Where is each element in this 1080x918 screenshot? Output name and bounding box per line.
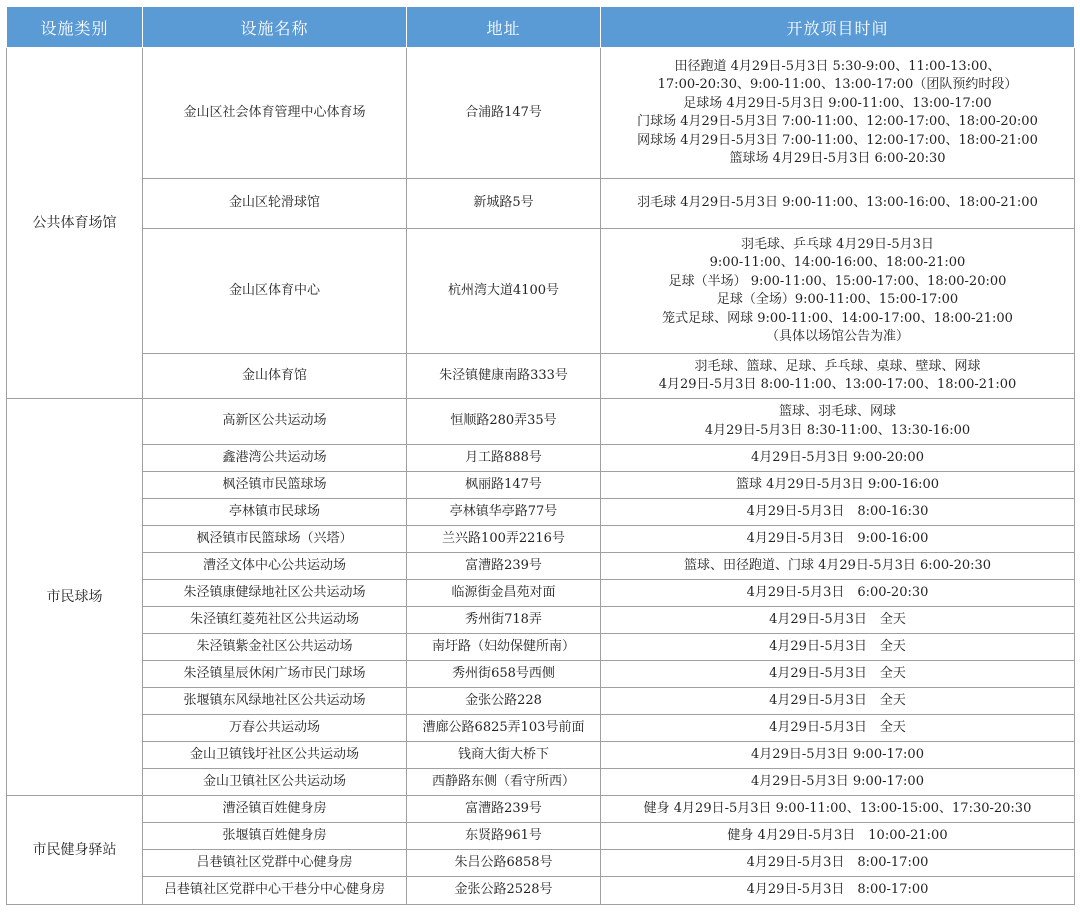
table-row [7,526,1075,553]
hours-cell [601,48,1075,179]
table-row [7,580,1075,607]
header-address: 地址 [407,7,601,48]
table-body [7,48,1075,905]
address-cell: 恒顺路280弄35号 [407,399,601,445]
address-cell: 金张公路228 [407,688,601,715]
hours-line: 4月29日-5月3日 全天 [769,719,906,735]
category-cell: 公共体育场馆 [7,48,143,399]
hours-cell [601,850,1075,877]
address-cell: 钱商大街大桥下 [407,742,601,769]
facility-name-cell: 漕泾文体中心公共运动场 [143,553,407,580]
table-row [7,823,1075,850]
hours-line: 4月29日-5月3日 6:00-20:30 [746,584,929,600]
address-cell: 临源街金昌苑对面 [407,580,601,607]
hours-cell [601,796,1075,823]
hours-line: 4月29日-5月3日 8:30-11:00、13:30-16:00 [704,422,971,438]
hours-cell [601,472,1075,499]
address-cell: 兰兴路100弄2216号 [407,526,601,553]
table-row [7,796,1075,823]
table-row [7,553,1075,580]
hours-line: 足球（半场） 9:00-11:00、15:00-17:00、18:00-20:00 [668,273,1007,289]
table-row [7,354,1075,399]
hours-line: 4月29日-5月3日 8:00-16:30 [746,503,929,519]
address-cell: 合浦路147号 [407,48,601,179]
table-row [7,850,1075,877]
address-cell: 月工路888号 [407,445,601,472]
hours-cell [601,399,1075,445]
hours-line: 网球场 4月29日-5月3日 7:00-11:00、12:00-17:00、18:00-21:00 [637,132,1038,148]
category-cell: 市民健身驿站 [7,796,143,905]
category-cell: 市民球场 [7,399,143,796]
hours-line: 4月29日-5月3日 全天 [769,638,906,654]
hours-line: 足球场 4月29日-5月3日 9:00-11:00、13:00-17:00 [683,95,992,111]
hours-line: 4月29日-5月3日 9:00-17:00 [751,773,924,789]
hours-cell [601,607,1075,634]
hours-cell [601,688,1075,715]
table-row [7,229,1075,354]
address-cell: 富漕路239号 [407,553,601,580]
table-row [7,472,1075,499]
table-row [7,399,1075,445]
table-header-row [7,7,1075,48]
hours-line: 篮球、田径跑道、门球 4月29日-5月3日 6:00-20:30 [683,557,992,573]
facility-name-cell: 朱泾镇红菱苑社区公共运动场 [143,607,407,634]
facility-table-wrapper [6,6,1075,905]
table-row [7,769,1075,796]
hours-line: 健身 4月29日-5月3日 9:00-11:00、13:00-15:00、17:30-20:30 [643,800,1032,816]
hours-cell [601,823,1075,850]
facility-name-cell: 朱泾镇康健绿地社区公共运动场 [143,580,407,607]
table-row [7,634,1075,661]
table-row [7,661,1075,688]
hours-line: 4月29日-5月3日 9:00-20:00 [751,449,924,465]
hours-line: 门球场 4月29日-5月3日 7:00-11:00、12:00-17:00、18:00-20:00 [637,114,1038,129]
address-cell: 亭林镇华亭路77号 [407,499,601,526]
facility-name-cell: 朱泾镇星辰休闲广场市民门球场 [143,661,407,688]
hours-line: 4月29日-5月3日 8:00-17:00 [746,882,929,898]
facility-name-cell: 金山卫镇钱圩社区公共运动场 [143,742,407,769]
facility-name-cell: 漕泾镇百姓健身房 [143,796,407,823]
hours-line: 4月29日-5月3日 9:00-17:00 [751,746,924,762]
address-cell: 金张公路2528号 [407,877,601,905]
hours-line: 羽毛球 4月29日-5月3日 9:00-11:00、13:00-16:00、18:00-21:00 [637,195,1038,211]
hours-cell [601,354,1075,399]
address-cell: 漕廊公路6825弄103号前面 [407,715,601,742]
address-cell: 秀州街658号西侧 [407,661,601,688]
facility-name-cell: 枫泾镇市民篮球场（兴塔） [143,526,407,553]
hours-cell [601,742,1075,769]
hours-cell [601,179,1075,229]
header-hours: 开放项目时间 [601,7,1075,48]
facility-name-cell: 朱泾镇紫金社区公共运动场 [143,634,407,661]
hours-cell [601,580,1075,607]
address-cell: 富漕路239号 [407,796,601,823]
hours-line: 羽毛球、乒乓球 4月29日-5月3日 [741,236,934,252]
hours-cell [601,769,1075,796]
facility-name-cell: 金山卫镇社区公共运动场 [143,769,407,796]
hours-line: （具体以场馆公告为准） [765,329,909,344]
hours-line: 田径跑道 4月29日-5月3日 5:30-9:00、11:00-13:00、 [674,58,1001,74]
hours-line: 篮球、羽毛球、网球 [778,404,896,419]
facility-name-cell: 金山区轮滑球馆 [143,179,407,229]
hours-cell [601,445,1075,472]
hours-cell [601,634,1075,661]
hours-line: 4月29日-5月3日 9:00-16:00 [746,530,929,546]
facility-name-cell: 金山区社会体育管理中心体育场 [143,48,407,179]
address-cell: 西静路东侧（看守所西） [407,769,601,796]
address-cell: 新城路5号 [407,179,601,229]
facility-name-cell: 张堰镇百姓健身房 [143,823,407,850]
table-row [7,179,1075,229]
hours-cell [601,553,1075,580]
facility-name-cell: 高新区公共运动场 [143,399,407,445]
facility-name-cell: 金山体育馆 [143,354,407,399]
hours-line: 篮球 4月29日-5月3日 9:00-16:00 [735,476,940,492]
facility-name-cell: 张堰镇东风绿地社区公共运动场 [143,688,407,715]
hours-line: 篮球场 4月29日-5月3日 6:00-20:30 [729,151,946,166]
hours-cell [601,526,1075,553]
hours-cell [601,877,1075,905]
facility-name-cell: 吕巷镇社区党群中心干巷分中心健身房 [143,877,407,905]
facility-name-cell: 枫泾镇市民篮球场 [143,472,407,499]
hours-line: 4月29日-5月3日 全天 [769,611,906,627]
facility-name-cell: 金山区体育中心 [143,229,407,354]
facility-name-cell: 亭林镇市民球场 [143,499,407,526]
hours-line: 4月29日-5月3日 全天 [769,692,906,708]
hours-line: 9:00-11:00、14:00-16:00、18:00-21:00 [709,255,966,270]
hours-line: 4月29日-5月3日 全天 [769,665,906,681]
address-cell: 杭州湾大道4100号 [407,229,601,354]
facility-name-cell: 吕巷镇社区党群中心健身房 [143,850,407,877]
header-name: 设施名称 [143,7,407,48]
address-cell: 东贤路961号 [407,823,601,850]
address-cell: 枫丽路147号 [407,472,601,499]
table-row [7,607,1075,634]
header-category: 设施类别 [7,7,143,48]
table-row [7,499,1075,526]
address-cell: 朱吕公路6858号 [407,850,601,877]
hours-line: 4月29日-5月3日 8:00-11:00、13:00-17:00、18:00-21:00 [658,377,1017,392]
table-row [7,445,1075,472]
hours-cell [601,715,1075,742]
table-row [7,742,1075,769]
facility-name-cell: 鑫港湾公共运动场 [143,445,407,472]
table-row [7,48,1075,179]
hours-line: 足球（全场）9:00-11:00、15:00-17:00 [716,292,959,307]
facility-schedule-table [6,6,1075,905]
address-cell: 秀州街718弄 [407,607,601,634]
hours-line: 羽毛球、篮球、足球、乒乓球、桌球、壁球、网球 [694,358,981,374]
hours-line: 笼式足球、网球 9:00-11:00、14:00-17:00、18:00-21:00 [662,310,1013,326]
hours-cell [601,661,1075,688]
table-row [7,688,1075,715]
address-cell: 南圩路（妇幼保健所南） [407,634,601,661]
hours-line: 4月29日-5月3日 8:00-17:00 [746,854,929,870]
table-row [7,877,1075,905]
hours-line: 17:00-20:30、9:00-11:00、13:00-17:00（团队预约时段） [657,77,1018,92]
hours-cell [601,499,1075,526]
hours-line: 健身 4月29日-5月3日 10:00-21:00 [727,827,948,843]
address-cell: 朱泾镇健康南路333号 [407,354,601,399]
table-row [7,715,1075,742]
hours-cell [601,229,1075,354]
facility-name-cell: 万春公共运动场 [143,715,407,742]
